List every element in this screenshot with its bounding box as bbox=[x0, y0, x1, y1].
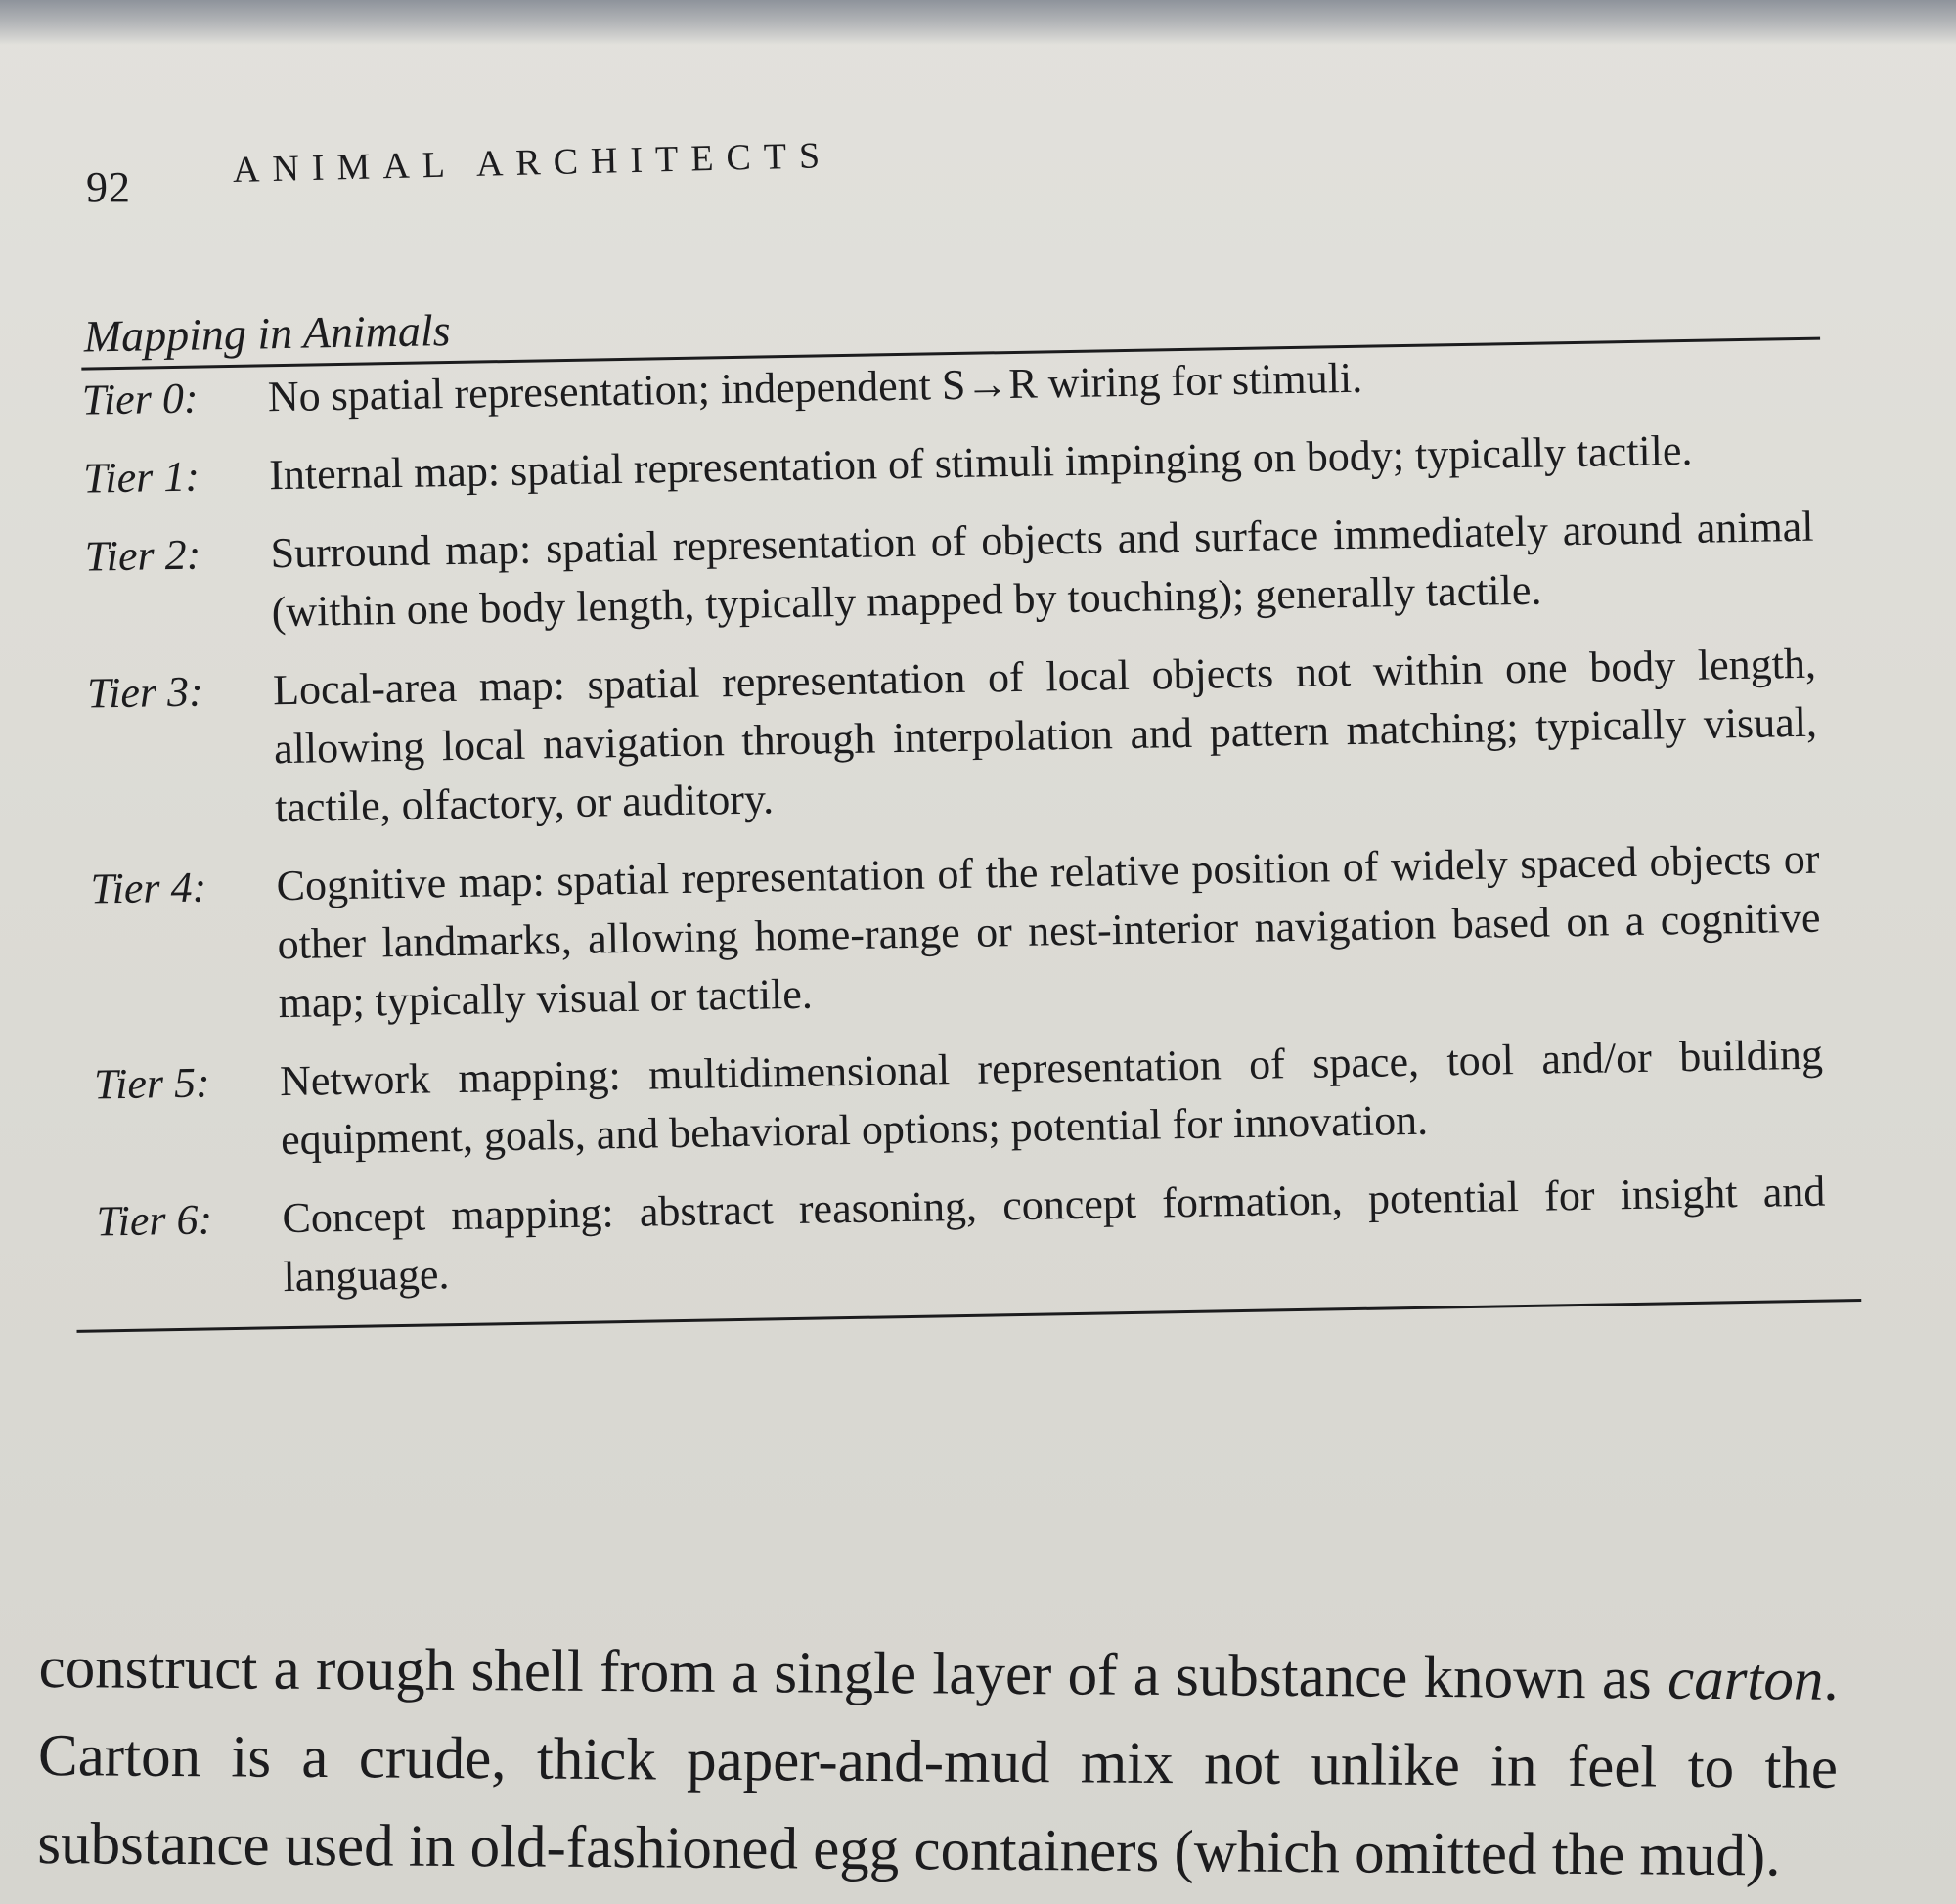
tier-item bbox=[68, 829, 1832, 1036]
tier-description: Surround map: spatial representation of objects and surface immediately around animal (within one body length, typically mapped by touching); generally tactile. bbox=[270, 502, 1814, 637]
page-top-edge bbox=[0, 0, 1956, 45]
tier-list bbox=[60, 341, 1836, 1310]
tier-label: Tier 1: bbox=[82, 452, 200, 503]
tier-label: Tier 0: bbox=[81, 374, 199, 424]
tier-description: Network mapping: multidimensional representation of space, tool and/or building equipment, goals, and behavioral options; potential for innovation. bbox=[279, 1030, 1824, 1165]
tier-item bbox=[72, 1025, 1835, 1173]
box-title: Mapping in Animals bbox=[83, 305, 451, 362]
tier-item bbox=[62, 420, 1823, 509]
tier-description: No spatial representation; independent S→R wiring for stimuli. bbox=[267, 353, 1363, 421]
tier-description: Concept mapping: abstract reasoning, concept formation, potential for insight and language. bbox=[282, 1167, 1826, 1302]
body-italic-term: carton bbox=[1667, 1646, 1824, 1713]
tier-label: Tier 4: bbox=[90, 863, 207, 913]
tier-label: Tier 5: bbox=[93, 1058, 211, 1109]
body-text-end: . Carton is a crude, thick paper-and-mud mix not unlike in feel to the substance used in old-fashioned egg containers (which omitted the mud). bbox=[37, 1647, 1839, 1889]
running-head: ANIMAL ARCHITECTS bbox=[232, 135, 833, 191]
tier-label: Tier 6: bbox=[96, 1195, 213, 1246]
tier-label: Tier 2: bbox=[84, 530, 201, 581]
tier-description: Internal map: spatial representation of stimuli impinging on body; typically tactile. bbox=[268, 425, 1693, 500]
tier-description: Local-area map: spatial representation of local objects not within one body length, allowing local navigation through interpolation and pattern matching; typically visual, tactile, olfactory, or auditory. bbox=[272, 639, 1818, 832]
body-paragraph bbox=[37, 1624, 1839, 1901]
tier-label: Tier 3: bbox=[86, 667, 204, 718]
tier-item bbox=[66, 635, 1829, 841]
page-number: 92 bbox=[86, 163, 131, 211]
tier-item bbox=[63, 498, 1825, 645]
tier-description: Cognitive map: spatial representation of the relative position of widely spaced objects or other landmarks, allowing home-range or nest-interior navigation based on a cognitive map; typically visual or tactile. bbox=[276, 834, 1821, 1028]
body-text-start: construct a rough shell from a single layer of a substance known as bbox=[38, 1634, 1668, 1712]
tier-item bbox=[74, 1162, 1837, 1309]
sidebar-box bbox=[59, 263, 1837, 1333]
